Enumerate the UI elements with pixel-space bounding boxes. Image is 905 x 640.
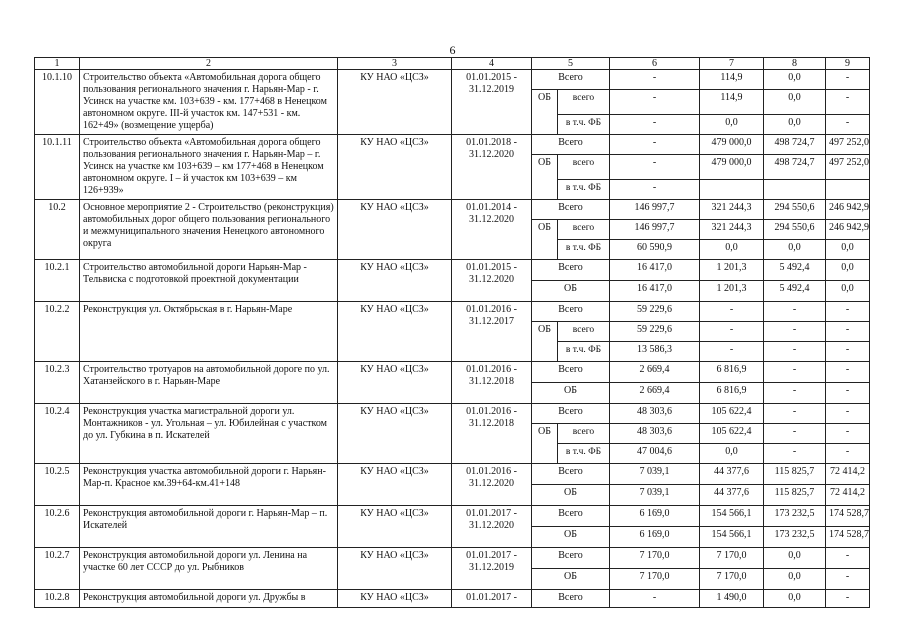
amount-cell: 48 303,6 xyxy=(610,424,700,444)
amount-cell: 1 490,0 xyxy=(700,590,764,608)
amount-cell: 2 669,4 xyxy=(610,383,700,404)
amount-cell: - xyxy=(610,70,700,90)
funding-source-label: ОБ xyxy=(532,90,558,135)
implementation-period: 01.01.2017 - 31.12.2019 xyxy=(452,548,532,590)
amount-cell: - xyxy=(826,322,870,342)
amount-cell: - xyxy=(764,444,826,464)
amount-cell: - xyxy=(700,322,764,342)
amount-cell: 0,0 xyxy=(764,70,826,90)
implementation-period: 01.01.2016 - 31.12.2017 xyxy=(452,302,532,362)
amount-cell: - xyxy=(764,424,826,444)
funding-total-label: Всего xyxy=(532,548,610,569)
amount-cell: 2 669,4 xyxy=(610,362,700,383)
row-number: 10.2.2 xyxy=(35,302,80,362)
amount-cell: 0,0 xyxy=(826,260,870,281)
row-number: 10.1.11 xyxy=(35,135,80,200)
table-row xyxy=(35,404,870,424)
funding-source-label: ОБ xyxy=(532,569,610,590)
amount-cell: 59 229,6 xyxy=(610,322,700,342)
amount-cell: 115 825,7 xyxy=(764,485,826,506)
amount-cell: 72 414,2 xyxy=(826,485,870,506)
responsible-organization: КУ НАО «ЦСЗ» xyxy=(338,362,452,404)
amount-cell: - xyxy=(826,424,870,444)
implementation-period: 01.01.2014 - 31.12.2020 xyxy=(452,200,532,260)
amount-cell: - xyxy=(610,90,700,115)
column-number: 1 xyxy=(35,58,80,70)
amount-cell: 498 724,7 xyxy=(764,155,826,180)
amount-cell: - xyxy=(826,383,870,404)
amount-cell: 16 417,0 xyxy=(610,260,700,281)
responsible-organization: КУ НАО «ЦСЗ» xyxy=(338,302,452,362)
responsible-organization: КУ НАО «ЦСЗ» xyxy=(338,200,452,260)
amount-cell xyxy=(700,180,764,200)
amount-cell: 16 417,0 xyxy=(610,281,700,302)
funding-source-label: ОБ xyxy=(532,485,610,506)
amount-cell: 146 997,7 xyxy=(610,200,700,220)
amount-cell: 0,0 xyxy=(826,281,870,302)
measure-name: Реконструкция автомобильной дороги г. Нарьян-Мар – п. Искателей xyxy=(80,506,338,548)
implementation-period: 01.01.2016 - 31.12.2018 xyxy=(452,362,532,404)
funding-total-label: Всего xyxy=(532,506,610,527)
amount-cell: - xyxy=(826,302,870,322)
amount-cell: 294 550,6 xyxy=(764,200,826,220)
amount-cell: 47 004,6 xyxy=(610,444,700,464)
amount-cell: 174 528,7 xyxy=(826,506,870,527)
responsible-organization: КУ НАО «ЦСЗ» xyxy=(338,404,452,464)
amount-cell: - xyxy=(610,115,700,135)
amount-cell: 44 377,6 xyxy=(700,464,764,485)
column-number: 6 xyxy=(610,58,700,70)
funding-total-label: Всего xyxy=(532,260,610,281)
funding-source-label: ОБ xyxy=(532,527,610,548)
amount-cell: 321 244,3 xyxy=(700,220,764,240)
amount-cell: - xyxy=(826,115,870,135)
row-number: 10.2.5 xyxy=(35,464,80,506)
funding-total-label: Всего xyxy=(532,70,610,90)
amount-cell: 154 566,1 xyxy=(700,506,764,527)
row-number: 10.2.6 xyxy=(35,506,80,548)
funding-source-label: ОБ xyxy=(532,383,610,404)
table-row xyxy=(35,302,870,322)
amount-cell: 1 201,3 xyxy=(700,260,764,281)
amount-cell: 6 816,9 xyxy=(700,383,764,404)
amount-cell: - xyxy=(700,342,764,362)
responsible-organization: КУ НАО «ЦСЗ» xyxy=(338,464,452,506)
amount-cell: 114,9 xyxy=(700,90,764,115)
table-row xyxy=(35,548,870,569)
amount-cell: 0,0 xyxy=(764,90,826,115)
amount-cell: 7 039,1 xyxy=(610,464,700,485)
amount-cell xyxy=(764,180,826,200)
table-row xyxy=(35,464,870,485)
amount-cell: 173 232,5 xyxy=(764,527,826,548)
amount-cell: - xyxy=(700,302,764,322)
measure-name: Реконструкция автомобильной дороги ул. Дружбы в xyxy=(80,590,338,608)
funding-source-label: ОБ xyxy=(532,220,558,260)
measure-name: Строительство объекта «Автомобильная дорога общего пользования регионального значения г. Нарьян-Мар - г. Усинск на участке км. 103+639 - км. 177+468 в Ненецком автономном округе. III-й участок км. 147+531 - км. 162+49» (возмещение ущерба) xyxy=(80,70,338,135)
amount-cell: 48 303,6 xyxy=(610,404,700,424)
amount-cell: 294 550,6 xyxy=(764,220,826,240)
funding-total-label: Всего xyxy=(532,200,610,220)
funding-subtype-label: в т.ч. ФБ xyxy=(558,180,610,200)
implementation-period: 01.01.2015 - 31.12.2020 xyxy=(452,260,532,302)
funding-subtype-label: всего xyxy=(558,90,610,115)
implementation-period: 01.01.2016 - 31.12.2018 xyxy=(452,404,532,464)
amount-cell: 174 528,7 xyxy=(826,527,870,548)
funding-subtype-label: в т.ч. ФБ xyxy=(558,444,610,464)
column-number: 2 xyxy=(80,58,338,70)
funding-source-label: ОБ xyxy=(532,155,558,200)
amount-cell: 146 997,7 xyxy=(610,220,700,240)
implementation-period: 01.01.2015 - 31.12.2019 xyxy=(452,70,532,135)
amount-cell: - xyxy=(826,444,870,464)
funding-subtype-label: всего xyxy=(558,322,610,342)
amount-cell: 114,9 xyxy=(700,70,764,90)
column-number: 8 xyxy=(764,58,826,70)
amount-cell: 0,0 xyxy=(764,240,826,260)
amount-cell: 115 825,7 xyxy=(764,464,826,485)
amount-cell: - xyxy=(826,70,870,90)
amount-cell: 5 492,4 xyxy=(764,260,826,281)
funding-total-label: Всего xyxy=(532,135,610,155)
responsible-organization: КУ НАО «ЦСЗ» xyxy=(338,506,452,548)
amount-cell: 0,0 xyxy=(764,115,826,135)
funding-total-label: Всего xyxy=(532,404,610,424)
amount-cell: 498 724,7 xyxy=(764,135,826,155)
table-row xyxy=(35,200,870,220)
amount-cell: 0,0 xyxy=(700,115,764,135)
amount-cell: 246 942,9 xyxy=(826,220,870,240)
amount-cell: 7 170,0 xyxy=(700,569,764,590)
amount-cell: 44 377,6 xyxy=(700,485,764,506)
amount-cell: 479 000,0 xyxy=(700,135,764,155)
amount-cell: 0,0 xyxy=(700,240,764,260)
amount-cell: - xyxy=(610,590,700,608)
amount-cell: - xyxy=(764,342,826,362)
amount-cell: 497 252,0 xyxy=(826,155,870,180)
implementation-period: 01.01.2017 - xyxy=(452,590,532,608)
table-row xyxy=(35,135,870,155)
page-number: 6 xyxy=(449,43,456,57)
amount-cell: - xyxy=(610,155,700,180)
amount-cell: 13 586,3 xyxy=(610,342,700,362)
amount-cell: 60 590,9 xyxy=(610,240,700,260)
responsible-organization: КУ НАО «ЦСЗ» xyxy=(338,135,452,200)
funding-total-label: Всего xyxy=(532,590,610,608)
table-row xyxy=(35,70,870,90)
funding-total-label: Всего xyxy=(532,302,610,322)
amount-cell: - xyxy=(826,90,870,115)
funding-subtype-label: в т.ч. ФБ xyxy=(558,115,610,135)
row-number: 10.2.8 xyxy=(35,590,80,608)
amount-cell: 321 244,3 xyxy=(700,200,764,220)
funding-subtype-label: в т.ч. ФБ xyxy=(558,240,610,260)
measure-name: Строительство объекта «Автомобильная дорога общего пользования регионального значения г. Нарьян-Мар – г. Усинск на участке км 103+639 – км 177+468 в Ненецком автономном округе. I – й участок км 103+639 – км 126+939» xyxy=(80,135,338,200)
measure-name: Реконструкция ул. Октябрьская в г. Нарьян-Маре xyxy=(80,302,338,362)
amount-cell: - xyxy=(764,322,826,342)
amount-cell: 0,0 xyxy=(826,240,870,260)
amount-cell: 0,0 xyxy=(764,569,826,590)
funding-subtype-label: всего xyxy=(558,424,610,444)
column-number: 9 xyxy=(826,58,870,70)
amount-cell: 7 039,1 xyxy=(610,485,700,506)
amount-cell: 7 170,0 xyxy=(700,548,764,569)
amount-cell: - xyxy=(610,180,700,200)
amount-cell: 5 492,4 xyxy=(764,281,826,302)
funding-subtype-label: всего xyxy=(558,155,610,180)
amount-cell: 497 252,0 xyxy=(826,135,870,155)
row-number: 10.2.7 xyxy=(35,548,80,590)
amount-cell: - xyxy=(610,135,700,155)
row-number: 10.2.3 xyxy=(35,362,80,404)
amount-cell: 105 622,4 xyxy=(700,424,764,444)
measure-name: Реконструкция участка магистральной дороги ул. Монтажников - ул. Угольная – ул. Юбилейная с участком до ул. Губкина в п. Искателей xyxy=(80,404,338,464)
amount-cell: 59 229,6 xyxy=(610,302,700,322)
amount-cell: 6 169,0 xyxy=(610,506,700,527)
measure-name: Реконструкция участка автомобильной дороги г. Нарьян-Мар-п. Красное км.39+64-км.41+148 xyxy=(80,464,338,506)
implementation-period: 01.01.2017 - 31.12.2020 xyxy=(452,506,532,548)
amount-cell: - xyxy=(826,590,870,608)
responsible-organization: КУ НАО «ЦСЗ» xyxy=(338,548,452,590)
funding-source-label: ОБ xyxy=(532,424,558,464)
amount-cell: 6 169,0 xyxy=(610,527,700,548)
table-row xyxy=(35,590,870,608)
table-row xyxy=(35,260,870,281)
funding-subtype-label: всего xyxy=(558,220,610,240)
table-row xyxy=(35,362,870,383)
implementation-period: 01.01.2016 - 31.12.2020 xyxy=(452,464,532,506)
amount-cell: - xyxy=(826,404,870,424)
column-number: 3 xyxy=(338,58,452,70)
amount-cell: - xyxy=(764,302,826,322)
row-number: 10.2 xyxy=(35,200,80,260)
amount-cell: 6 816,9 xyxy=(700,362,764,383)
funding-subtype-label: в т.ч. ФБ xyxy=(558,342,610,362)
amount-cell: - xyxy=(764,404,826,424)
measure-name: Строительство тротуаров на автомобильной дороге по ул. Хатанзейского в г. Нарьян-Маре xyxy=(80,362,338,404)
amount-cell: - xyxy=(826,342,870,362)
amount-cell xyxy=(826,180,870,200)
amount-cell: - xyxy=(826,569,870,590)
amount-cell: 105 622,4 xyxy=(700,404,764,424)
column-number: 7 xyxy=(700,58,764,70)
program-table xyxy=(34,57,870,608)
funding-source-label: ОБ xyxy=(532,322,558,362)
column-number: 4 xyxy=(452,58,532,70)
table-row xyxy=(35,506,870,527)
amount-cell: 1 201,3 xyxy=(700,281,764,302)
measure-name: Строительство автомобильной дороги Нарьян-Мар - Тельвиска с подготовкой проектной документации xyxy=(80,260,338,302)
amount-cell: - xyxy=(764,383,826,404)
amount-cell: 7 170,0 xyxy=(610,548,700,569)
amount-cell: - xyxy=(826,362,870,383)
amount-cell: - xyxy=(826,548,870,569)
measure-name: Реконструкция автомобильной дороги ул. Ленина на участке 60 лет СССР до ул. Рыбников xyxy=(80,548,338,590)
amount-cell: 246 942,9 xyxy=(826,200,870,220)
table-body xyxy=(35,58,870,608)
responsible-organization: КУ НАО «ЦСЗ» xyxy=(338,260,452,302)
amount-cell: 7 170,0 xyxy=(610,569,700,590)
row-number: 10.1.10 xyxy=(35,70,80,135)
row-number: 10.2.4 xyxy=(35,404,80,464)
amount-cell: - xyxy=(764,362,826,383)
funding-total-label: Всего xyxy=(532,362,610,383)
implementation-period: 01.01.2018 - 31.12.2020 xyxy=(452,135,532,200)
amount-cell: 479 000,0 xyxy=(700,155,764,180)
column-numbers-row xyxy=(35,58,870,70)
amount-cell: 173 232,5 xyxy=(764,506,826,527)
amount-cell: 0,0 xyxy=(764,590,826,608)
row-number: 10.2.1 xyxy=(35,260,80,302)
amount-cell: 0,0 xyxy=(764,548,826,569)
responsible-organization: КУ НАО «ЦСЗ» xyxy=(338,590,452,608)
column-number: 5 xyxy=(532,58,610,70)
funding-total-label: Всего xyxy=(532,464,610,485)
measure-name: Основное мероприятие 2 - Строительство (реконструкция) автомобильных дорог общего пользования регионального и межмуниципального значения Ненецкого автономного округа xyxy=(80,200,338,260)
amount-cell: 72 414,2 xyxy=(826,464,870,485)
responsible-organization: КУ НАО «ЦСЗ» xyxy=(338,70,452,135)
amount-cell: 0,0 xyxy=(700,444,764,464)
funding-source-label: ОБ xyxy=(532,281,610,302)
amount-cell: 154 566,1 xyxy=(700,527,764,548)
